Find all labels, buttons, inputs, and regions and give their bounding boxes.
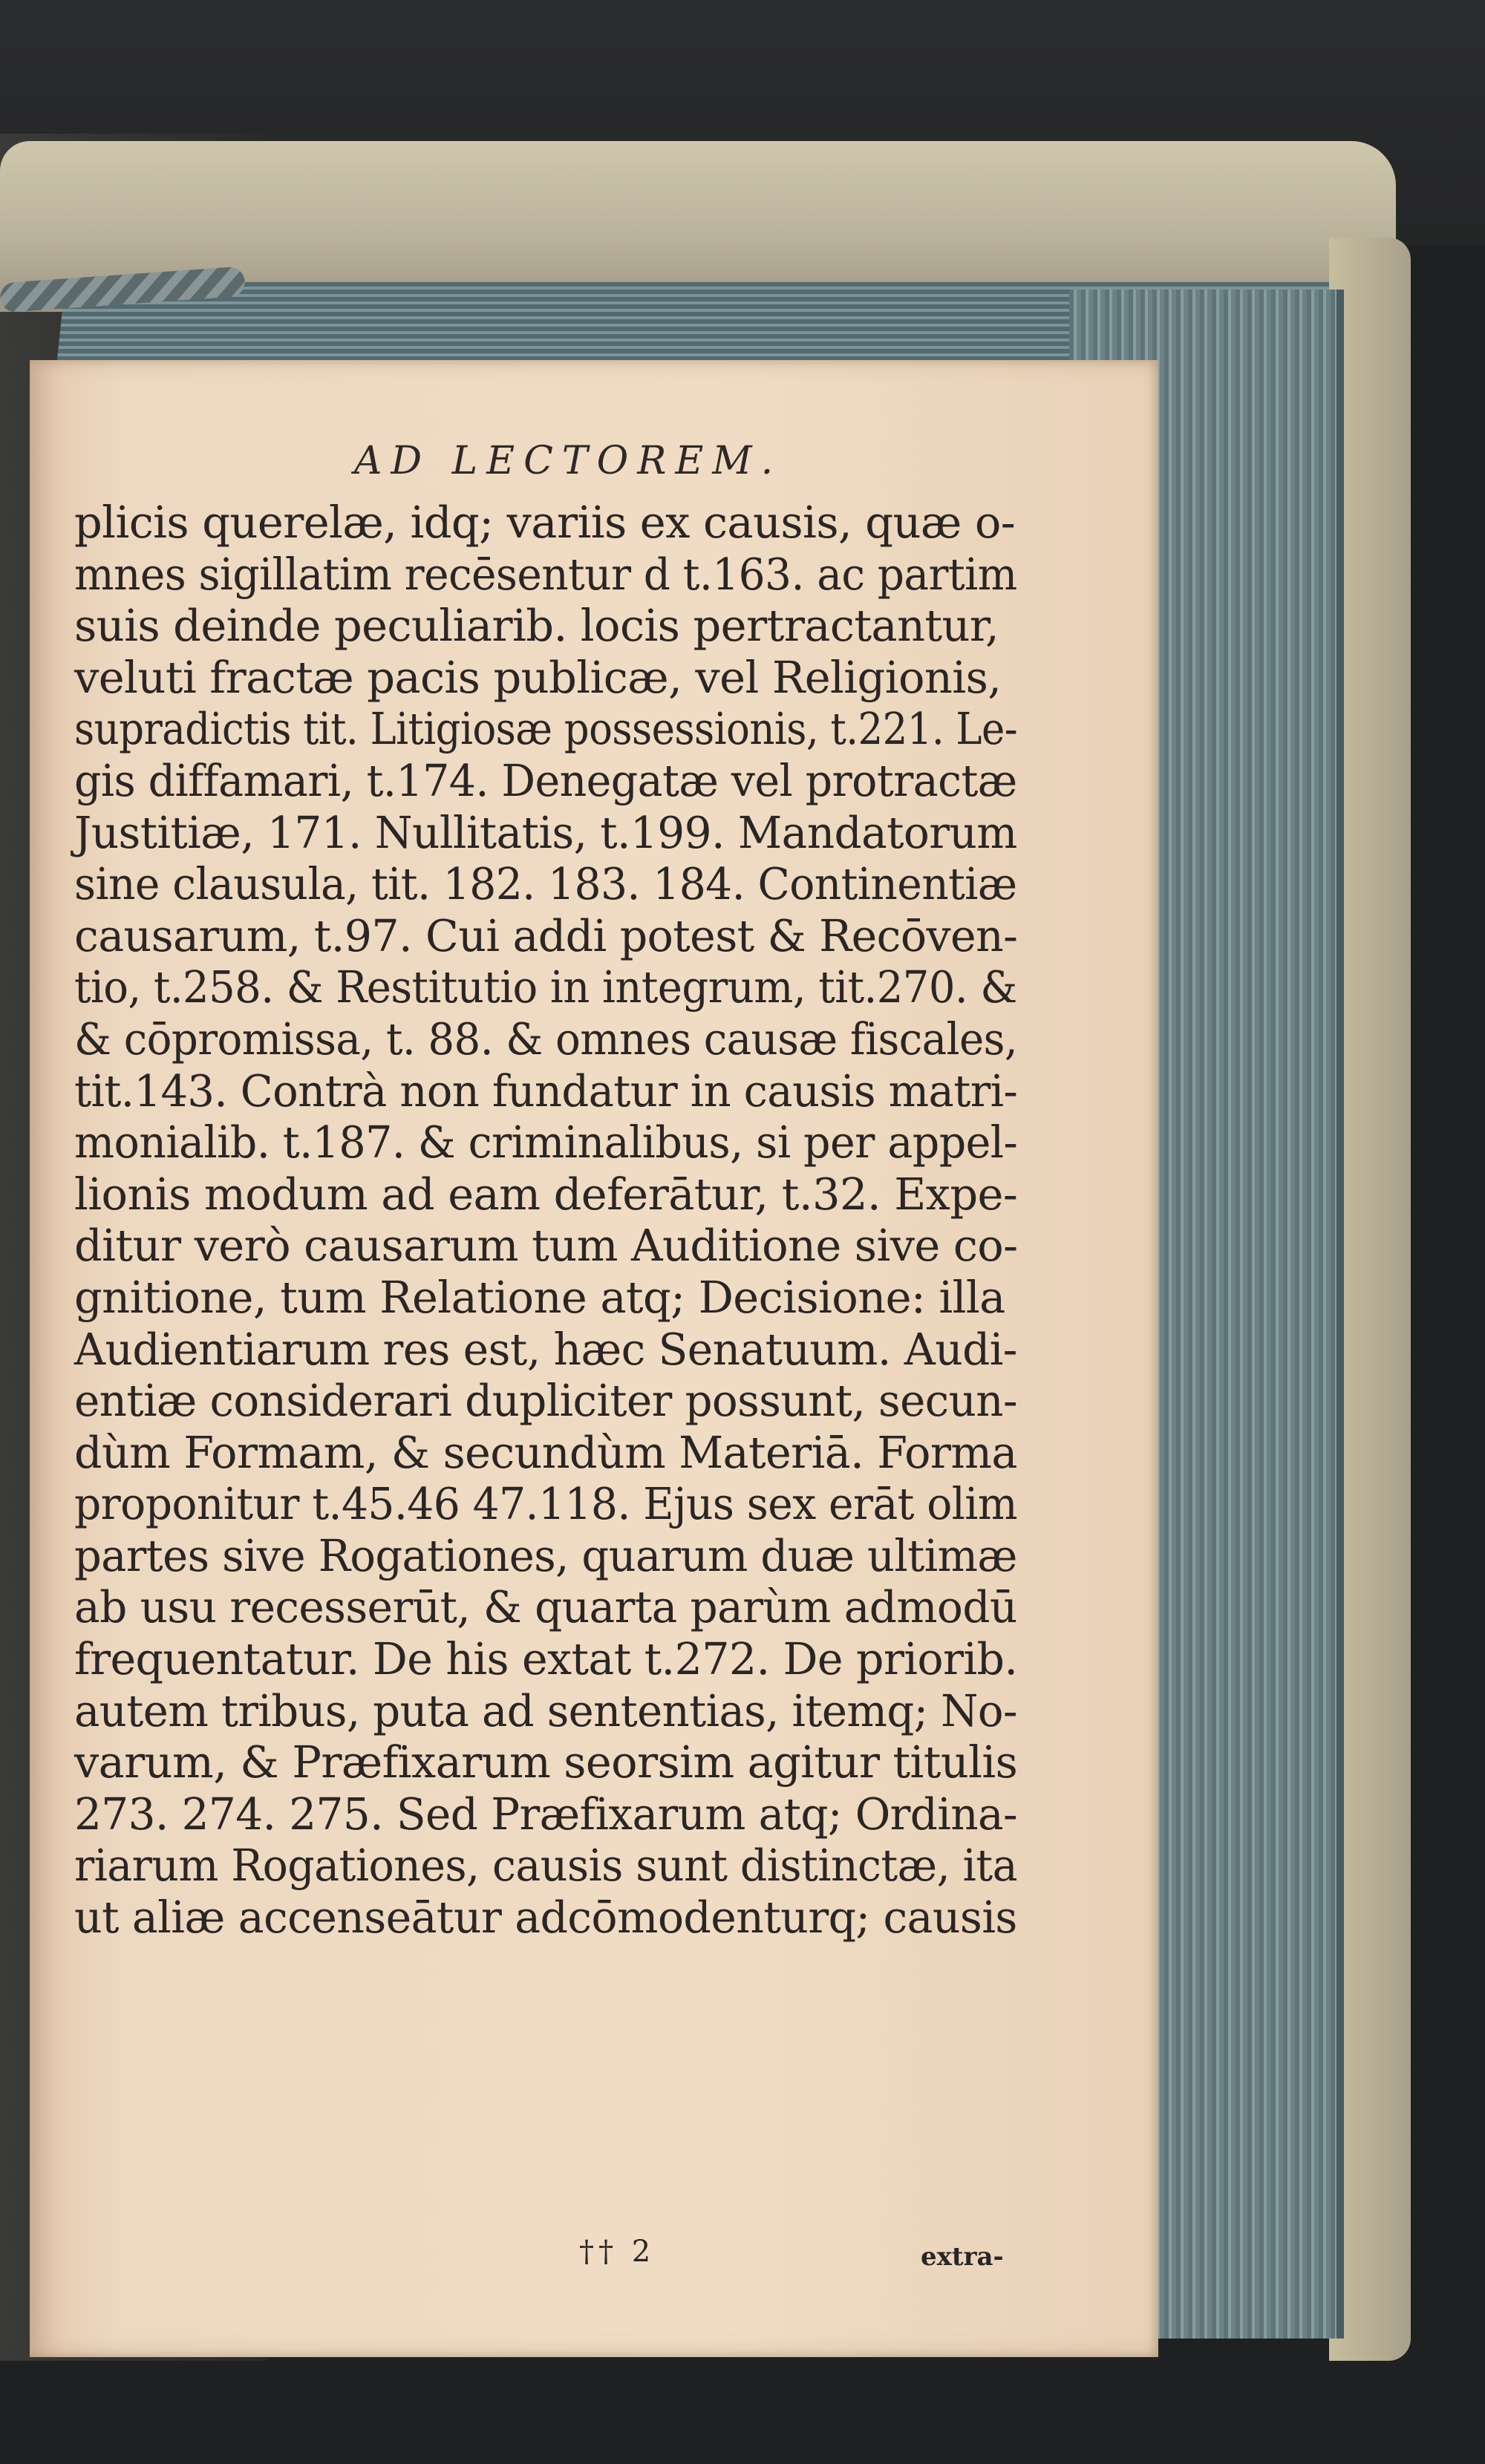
text-line: gis diffamari, t.174. Denegatæ vel protractæ — [74, 754, 1017, 806]
text-line: frequentatur. De his extat t.272. De priorib. — [74, 1633, 1018, 1685]
text-line: sine clausula, tit. 182. 183. 184. Continentiæ — [74, 858, 1017, 910]
text-line: causarum, t.97. Cui addi potest & Recōven- — [74, 909, 1018, 961]
text-line: ab usu recesserūt, & quarta parùm admodū — [74, 1581, 1017, 1633]
text-line: proponitur t.45.46 47.118. Ejus sex erāt olim — [74, 1478, 1017, 1530]
text-line: riarum Rogationes, causis sunt distinctæ, ita — [74, 1840, 1017, 1892]
book-page — [30, 360, 1158, 2357]
text-line: ut aliæ accenseātur adcōmodenturq; causis — [74, 1892, 1017, 1944]
text-line: Justitiæ, 171. Nullitatis, t.199. Mandatorum — [74, 806, 1017, 858]
text-line: lionis modum ad eam deferātur, t.32. Expe- — [74, 1168, 1018, 1220]
text-line: entiæ considerari dupliciter possunt, secun- — [74, 1375, 1017, 1427]
page-text-block — [74, 439, 1018, 1944]
text-line: tio, t.258. & Restitutio in integrum, tit.270. & — [74, 961, 1017, 1013]
text-line: veluti fractæ pacis publicæ, vel Religionis, — [74, 651, 1002, 703]
text-line: ditur verò causarum tum Auditione sive co- — [74, 1220, 1018, 1272]
text-line: autem tribus, puta ad sententias, itemq; No- — [74, 1684, 1017, 1736]
text-line: & cōpromissa, t. 88. & omnes causæ fiscales, — [74, 1013, 1018, 1065]
text-line: monialib. t.187. & criminalibus, si per appel- — [74, 1117, 1018, 1169]
text-line: tit.143. Contrà non fundatur in causis matri- — [74, 1065, 1018, 1117]
text-line: mnes sigillatim recēsentur d t.163. ac partim — [74, 548, 1017, 600]
text-line: 273. 274. 275. Sed Præfixarum atq; Ordina- — [74, 1788, 1018, 1840]
text-line: plicis querelæ, idq; variis ex causis, quæ o- — [74, 497, 1016, 548]
text-line: supradictis tit. Litigiosæ possessionis, t.221. Le- — [74, 703, 1018, 755]
text-lines — [74, 497, 1017, 1944]
text-line: varum, & Præfixarum seorsim agitur titulis — [74, 1736, 1018, 1788]
running-head: AD LECTOREM. — [353, 439, 783, 483]
text-line: partes sive Rogationes, quarum duæ ultimæ — [74, 1529, 1017, 1581]
text-line: Audientiarum res est, hæc Senatuum. Audi- — [74, 1323, 1017, 1375]
text-line: suis deinde peculiarib. locis pertractantur, — [74, 600, 999, 652]
text-line: gnitione, tum Relatione atq; Decisione: illa — [74, 1271, 1005, 1323]
text-line: dùm Formam, & secundùm Materiā. Forma — [74, 1426, 1017, 1478]
catchword: extra- — [921, 2242, 1004, 2272]
signature-mark: †† 2 — [579, 2235, 656, 2269]
